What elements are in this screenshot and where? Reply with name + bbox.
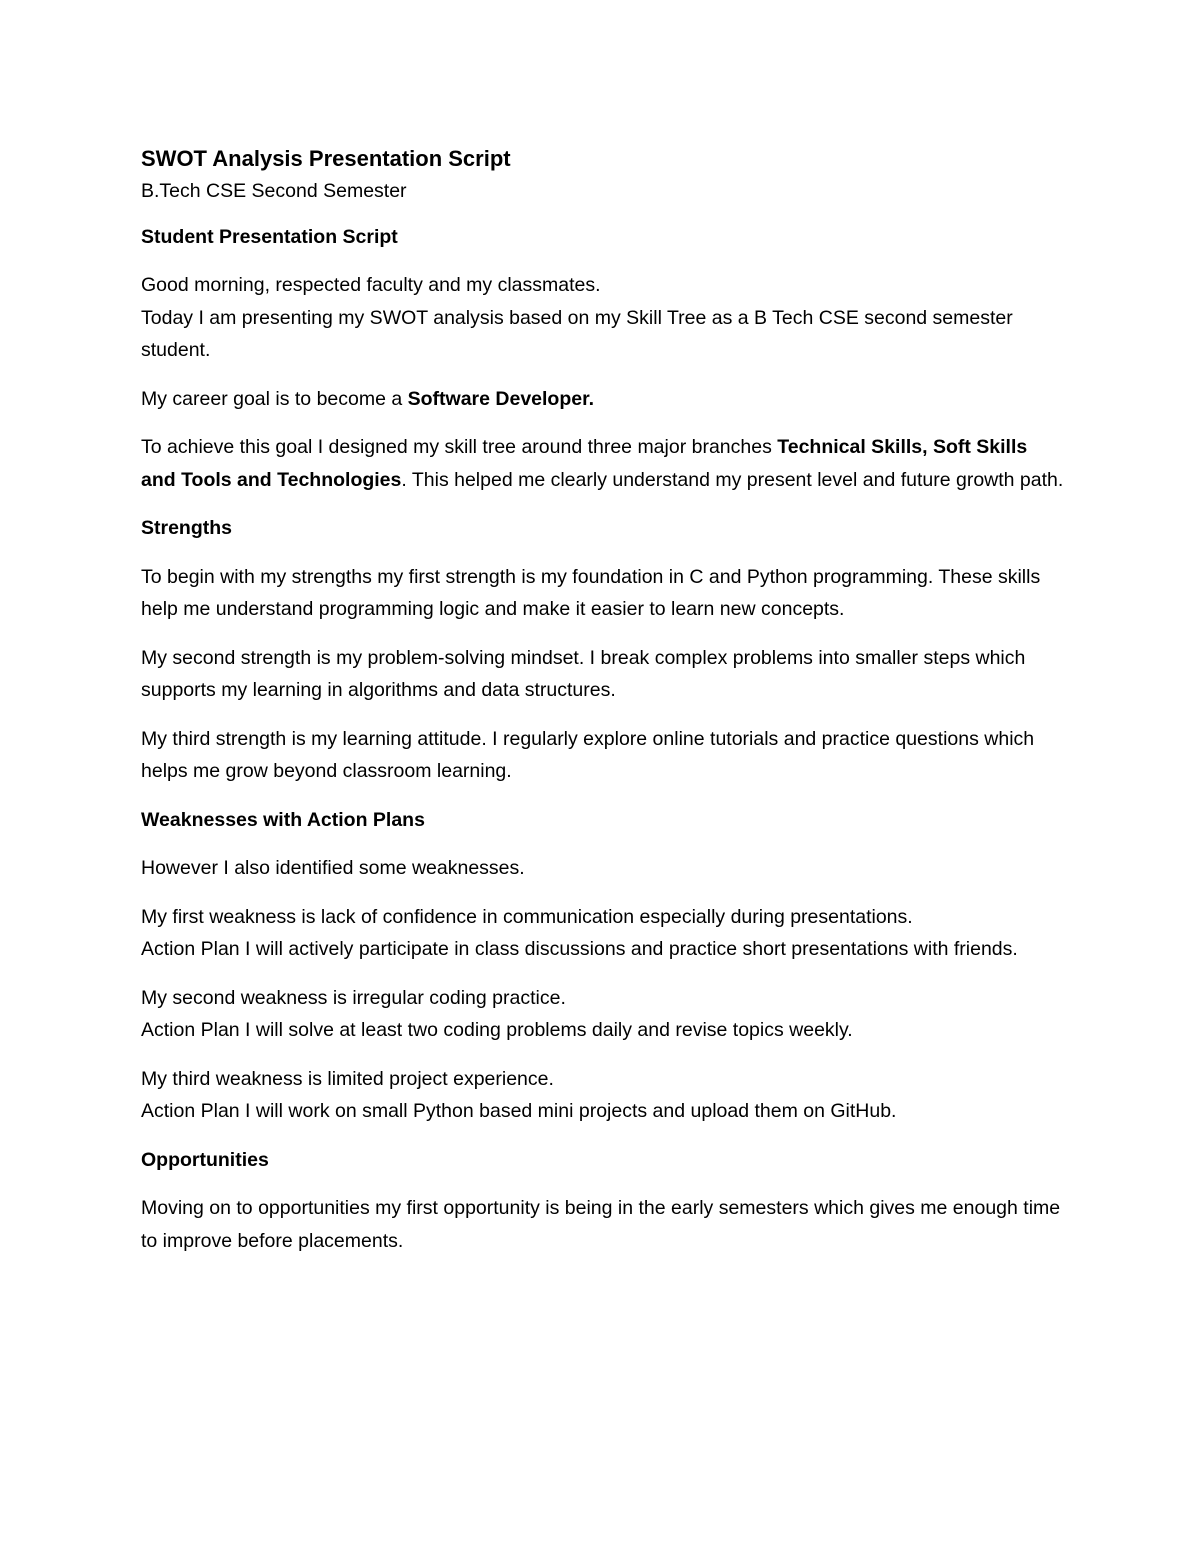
action-plan-text: Action Plan I will work on small Python based mini projects and upload them on GitHub. xyxy=(141,1100,897,1122)
action-plan-text: Action Plan I will actively participate in class discussions and practice short presentations with friends. xyxy=(141,938,1018,960)
branches-text-before: To achieve this goal I designed my skill tree around three major branches xyxy=(141,436,778,458)
heading-strengths: Strengths xyxy=(141,517,233,539)
weakness-paragraph xyxy=(141,982,1066,1047)
opportunity-paragraph: Moving on to opportunities my first opportunity is being in the early semesters which gives me enough time to improve before placements. xyxy=(141,1197,1061,1252)
intro-greeting: Good morning, respected faculty and my classmates. xyxy=(141,274,601,296)
intro-paragraph xyxy=(141,269,1066,367)
branches-text-after: . This helped me clearly understand my present level and future growth path. xyxy=(401,468,1064,491)
strength-paragraph: My third strength is my learning attitude. I regularly explore online tutorials and practice questions which helps me grow beyond classroom learning. xyxy=(141,727,1035,782)
weakness-text: My first weakness is lack of confidence in communication especially during presentations. xyxy=(141,905,913,928)
weakness-paragraph xyxy=(141,901,1066,966)
action-plan-text: Action Plan I will solve at least two coding problems daily and revise topics weekly. xyxy=(141,1019,853,1041)
weaknesses-intro: However I also identified some weaknesses. xyxy=(141,857,525,879)
weakness-text: My second weakness is irregular coding practice. xyxy=(141,986,566,1009)
weakness-text: My third weakness is limited project experience. xyxy=(141,1067,554,1090)
document-body xyxy=(141,143,1066,1273)
career-goal-paragraph xyxy=(141,383,1066,416)
strength-paragraph: My second strength is my problem-solving mindset. I break complex problems into smaller steps which supports my learning in algorithms and data structures. xyxy=(141,646,1026,701)
heading-weaknesses: Weaknesses with Action Plans xyxy=(141,808,425,831)
career-goal-bold: Software Developer. xyxy=(407,387,595,410)
branches-bold: Technical Skills, Soft Skills and Tools and Technologies xyxy=(141,436,1028,491)
document-subtitle: B.Tech CSE Second Semester xyxy=(141,180,407,202)
heading-student-presentation-script: Student Presentation Script xyxy=(141,225,398,248)
career-goal-text: My career goal is to become a xyxy=(141,387,408,410)
weakness-paragraph xyxy=(141,1063,1066,1128)
branches-paragraph xyxy=(141,431,1066,496)
document-title: SWOT Analysis Presentation Script xyxy=(141,146,511,171)
strength-paragraph: To begin with my strengths my first strength is my foundation in C and Python programming. These skills help me understand programming logic and make it easier to learn new concepts. xyxy=(141,565,1041,620)
heading-opportunities: Opportunities xyxy=(141,1148,269,1171)
intro-topic: Today I am presenting my SWOT analysis based on my Skill Tree as a B Tech CSE second semester student. xyxy=(141,306,1013,361)
